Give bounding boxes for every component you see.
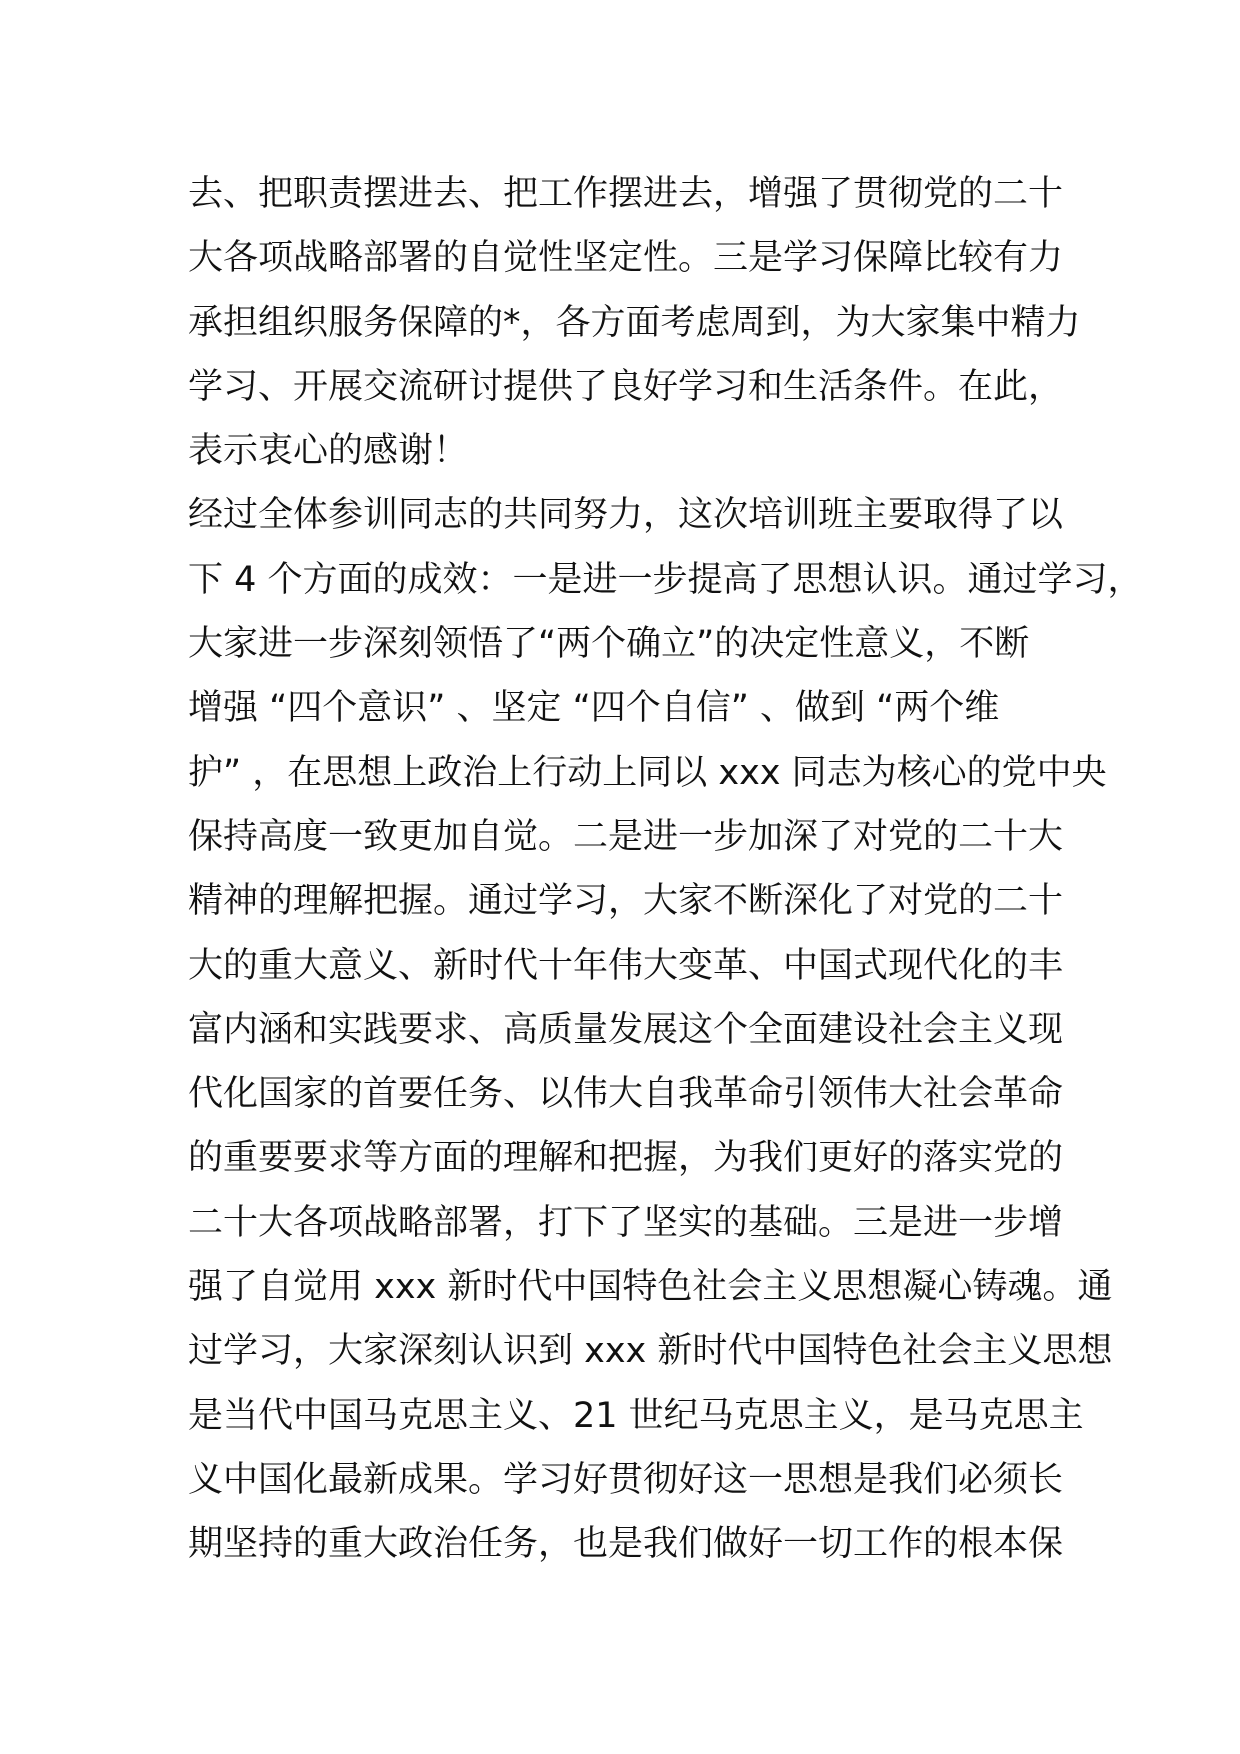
text-line: 表示衷心的感谢！: [188, 431, 469, 472]
text-line: 经过全体参训同志的共同努力，这次培训班主要取得了以: [188, 495, 1064, 536]
text-line: 大的重大意义、新时代十年伟大变革、中国式现代化的丰: [188, 945, 1064, 986]
text-line: 二十大各项战略部署，打下了坚实的基础。三是进一步增: [188, 1202, 1064, 1243]
text-line: 是当代中国马克思主义、21 世纪马克思主义，是马克思主: [188, 1395, 1084, 1436]
text-line: 下 4 个方面的成效：一是进一步提高了思想认识。通过学习，: [188, 559, 1143, 600]
text-line: 富内涵和实践要求、高质量发展这个全面建设社会主义现: [188, 1009, 1064, 1050]
text-line: 精神的理解把握。通过学习，大家不断深化了对党的二十: [188, 881, 1064, 922]
text-line: 承担组织服务保障的*，各方面考虑周到，为大家集中精力: [188, 302, 1081, 343]
text-line: 去、把职责摆进去、把工作摆进去，增强了贯彻党的二十: [188, 174, 1064, 214]
text-line: 护” ，在思想上政治上行动上同以 xxx 同志为核心的党中央: [188, 752, 1107, 793]
text-line: 大各项战略部署的自觉性坚定性。三是学习保障比较有力: [188, 238, 1064, 279]
text-line: 学习、开展交流研讨提供了良好学习和生活条件。在此，: [188, 366, 1064, 407]
text-line: 过学习，大家深刻认识到 xxx 新时代中国特色社会主义思想: [188, 1331, 1113, 1372]
text-line: 保持高度一致更加自觉。二是进一步加深了对党的二十大: [188, 816, 1064, 857]
text-line: 义中国化最新成果。学习好贯彻好这一思想是我们必须长: [188, 1459, 1064, 1500]
text-line: 大家进一步深刻领悟了“两个确立”的决定性意义，不断: [188, 624, 1030, 665]
text-line: 代化国家的首要任务、以伟大自我革命引领伟大社会革命: [188, 1074, 1064, 1115]
text-line: 强了自觉用 xxx 新时代中国特色社会主义思想凝心铸魂。通: [188, 1267, 1113, 1308]
text-line: 的重要要求等方面的理解和把握，为我们更好的落实党的: [188, 1138, 1064, 1179]
text-line: 增强 “四个意识” 、坚定 “四个自信” 、做到 “两个维: [188, 688, 1000, 729]
body-text: [188, 162, 1143, 1577]
text-line: 期坚持的重大政治任务，也是我们做好一切工作的根本保: [188, 1524, 1064, 1565]
